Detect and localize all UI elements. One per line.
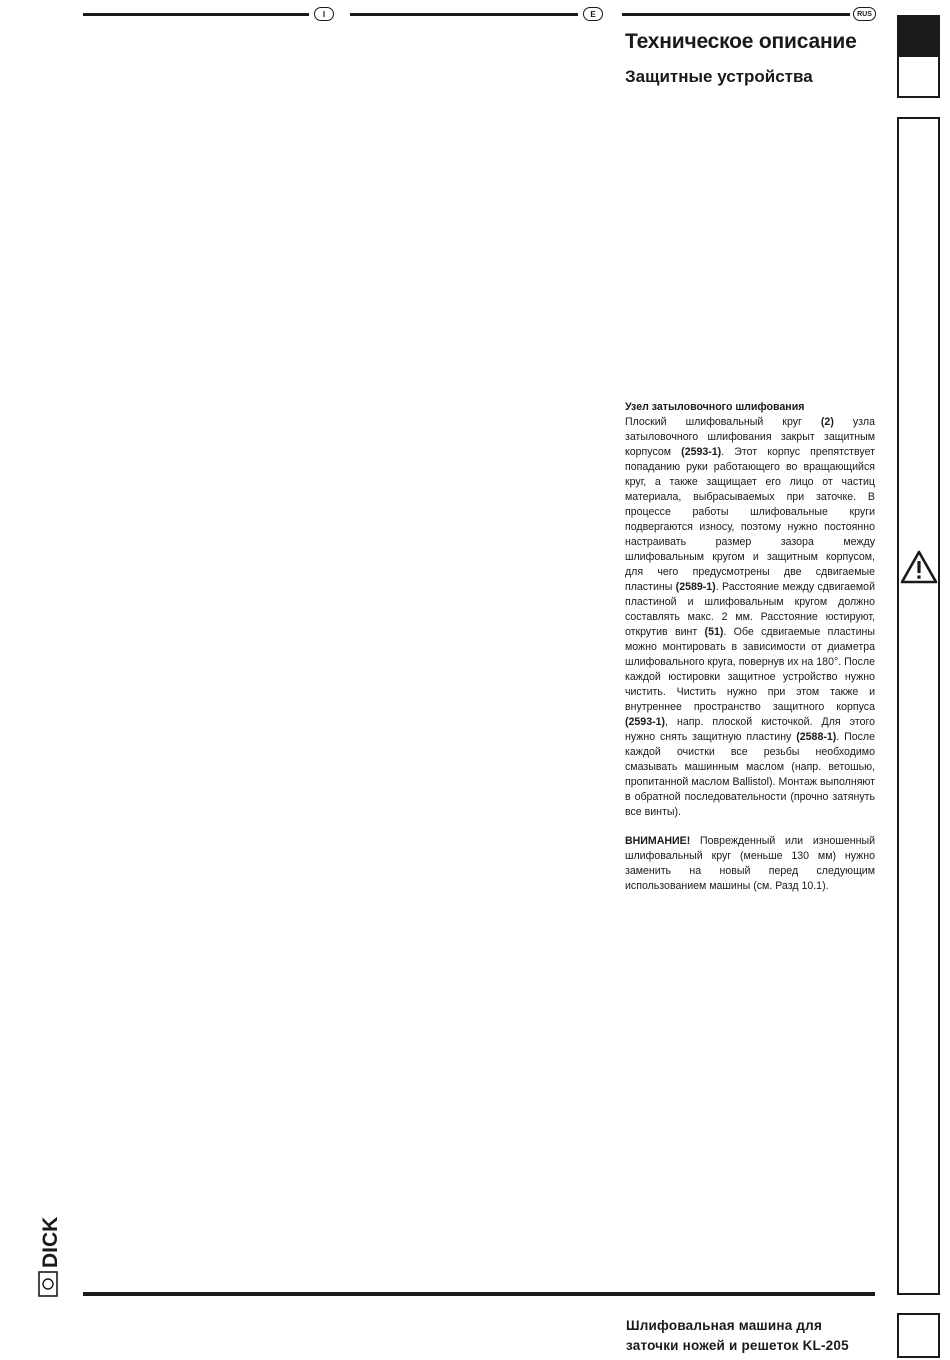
text-run: , напр. плоской кисточкой. Для этого нужно снять защитную пластину bbox=[625, 716, 875, 743]
text-run: . Расстояние между сдвигаемой пластиной и шлифовальным кругом должно составлять макс. 2 мм. Расстояние юстируют, открутив винт bbox=[625, 581, 875, 638]
page-subtitle: Защитные устройства bbox=[625, 67, 813, 86]
part-ref: (51) bbox=[704, 626, 724, 638]
text-run: . Обе сдвигаемые пластины можно монтировать в зависимости от диаметра шлифовального круга, повернув их на 180°. После каждой юстировки защитное устройство нужно чистить. Чистить нужно при этом также и внутреннее пространство защитного корпуса bbox=[625, 626, 875, 713]
lang-badge-e: E bbox=[583, 7, 603, 21]
footer-line-2: заточки ножей и решеток KL-205 bbox=[626, 1338, 849, 1353]
section-tab-top bbox=[897, 15, 940, 98]
dick-logo bbox=[36, 1212, 62, 1298]
part-ref: (2593-1) bbox=[681, 446, 722, 458]
text-run: . После каждой очистки все резьбы необходимо смазывать машинным маслом (напр. ветошью, пропитанной маслом Ballistol). Монтаж выполняют в обратной последовательности (прочно затянуть все винты). bbox=[625, 731, 876, 818]
page-title: Техническое описание bbox=[625, 30, 857, 53]
footer-line-1: Шлифовальная машина для bbox=[626, 1318, 823, 1333]
paragraph-warning bbox=[625, 834, 875, 894]
warning-text: Поврежденный или изношенный шлифовальный круг (меньше 130 мм) нужно заменить на новый перед следующим использованием машины (см. Разд 10.1). bbox=[625, 835, 875, 892]
top-rule-3 bbox=[622, 13, 850, 16]
part-ref: (2593-1) bbox=[625, 716, 666, 728]
section-tab-bottom bbox=[897, 1313, 940, 1358]
footer-title bbox=[626, 1316, 849, 1356]
paragraph-main bbox=[625, 400, 875, 820]
text-run: . Этот корпус препятствует попаданию руки работающего во вращающийся круг, а также защищает его лицо от частиц материала, выбрасываемых при заточке. В процессе работы шлифовальные круги подвергаются износу, поэтому нужно постоянно настраивать размер зазора между шлифовальным кругом и защитным корпусом, для чего предусмотрены две сдвигаемые пластины bbox=[625, 446, 875, 593]
body-text bbox=[625, 400, 875, 908]
part-ref: (2) bbox=[820, 416, 834, 428]
top-rule-2 bbox=[350, 13, 578, 16]
top-rule-1 bbox=[83, 13, 309, 16]
section-tab-long bbox=[897, 117, 940, 1295]
bottom-rule bbox=[83, 1292, 875, 1296]
warning-triangle-icon bbox=[900, 549, 938, 585]
warning-label: ВНИМАНИЕ! bbox=[625, 835, 691, 847]
lang-badge-i: I bbox=[314, 7, 334, 21]
part-ref: (2589-1) bbox=[675, 581, 716, 593]
text-run: узла затыловочного шлифования закрыт защитным корпусом bbox=[625, 416, 875, 458]
logo-text: DICK bbox=[39, 1216, 62, 1268]
lang-badge-rus: RUS bbox=[853, 7, 876, 21]
text-run: Плоский шлифовальный круг bbox=[625, 416, 821, 428]
section-heading: Узел затыловочного шлифования bbox=[625, 401, 805, 413]
part-ref: (2588-1) bbox=[796, 731, 837, 743]
